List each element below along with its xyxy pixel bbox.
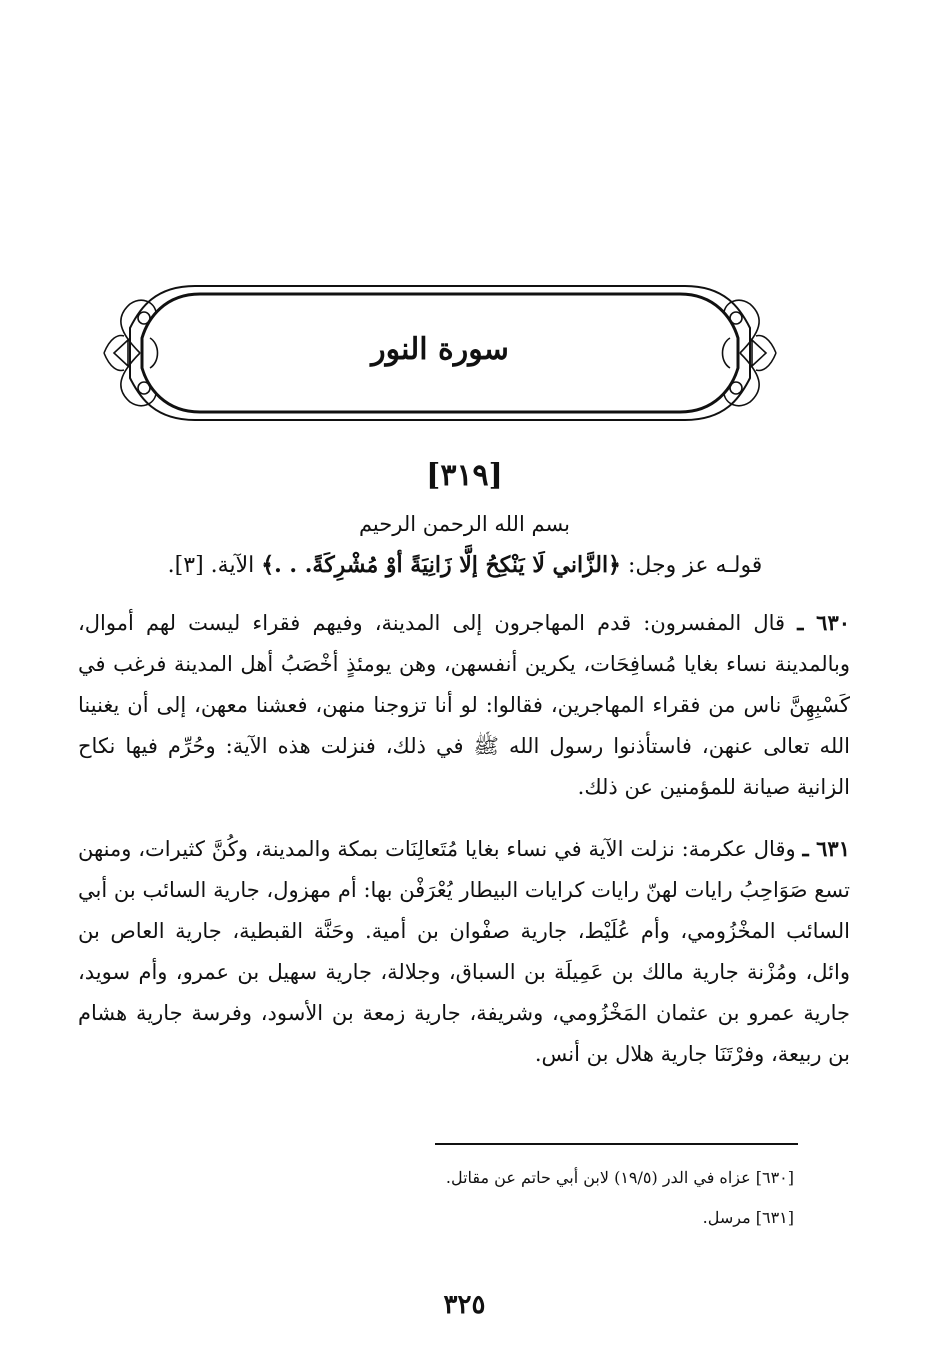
- paragraph-number: ٦٣١ ـ: [802, 836, 850, 861]
- verse-outro: الآية. [٣].: [167, 553, 262, 578]
- hadith-number: [٣١٩]: [426, 458, 503, 493]
- surah-title-frame: [100, 278, 780, 428]
- footnote-631: [٦٣١] مرسل.: [702, 1208, 794, 1227]
- basmala: بسم الله الرحمن الرحيم: [358, 512, 571, 536]
- page-number: ٣٢٥: [443, 1290, 486, 1320]
- verse-line: [80, 552, 850, 578]
- paragraph-text: وقال عكرمة: نزلت الآية في نساء بغايا مُتَعالِنَات بمكة والمدينة، وكُنَّ كثيرات، ومنهن تسع صَوَاحِبُ رايات لهنّ رايات كرايات البيطار يُعْرَفْن بها: أم مهزول، جارية السائب بن أبي السائب المخْزُومي، وأم عُلَيْط، جارية صفْوان بن أمية. وحَنَّة القبطية، جارية العاص بن وائل، ومُزْنة جارية مالك بن عَمِيلَة بن السباق، وجلالة، جارية سهيل بن عمرو، وأم سويد، جارية عمرو بن عثمان المَخْزُومي، وشريفة، جارية زمعة بن الأسود، وفرسة جارية هشام بن ربيعة، وفرْتَنَا جارية هلال بن أنس.: [78, 837, 850, 1066]
- footnote-separator: [435, 1143, 798, 1145]
- paragraph-630: [78, 602, 850, 808]
- paragraph-text: قال المفسرون: قدم المهاجرون إلى المدينة، وفيهم فقراء ليست لهم أموال، وبالمدينة نساء بغايا مُسافِحَات، يكرين أنفسهن، وهن يومئذٍ أخْصَبُ أهل المدينة فرغب في كَسْبِهِنَّ ناس من فقراء المهاجرين، فقالوا: لو أنا تزوجنا منهن، فعشنا معهن، إلى أن يغنينا الله تعالى عنهن، فاستأذنوا رسول الله ﷺ في ذلك، فنزلت هذه الآية: وحُرِّم فيها نكاح الزانية صيانة للمؤمنين عن ذلك.: [78, 611, 850, 799]
- paragraph-631: [78, 828, 850, 1075]
- surah-title: سورة النور: [371, 332, 509, 367]
- paragraph-number: ٦٣٠ ـ: [797, 610, 851, 635]
- footnote-630: [٦٣٠] عزاه في الدر (١٩/٥) لابن أبي حاتم عن مقاتل.: [445, 1168, 794, 1187]
- verse-intro: قولـه عز وجل:: [620, 553, 763, 578]
- quran-verse: ﴿الزَّاني لَا يَنْكِحُ إلَّا زَانِيَةً أوْ مُشْرِكَةً. . .﴾: [261, 552, 621, 578]
